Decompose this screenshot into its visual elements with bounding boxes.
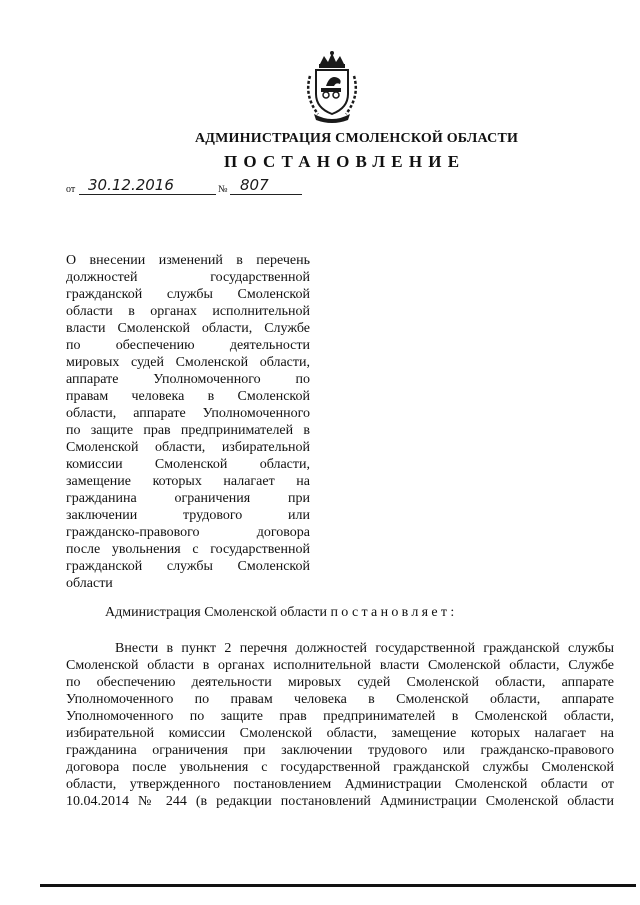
subject-line: заключении трудового или (66, 508, 310, 523)
body-line: Внести в пункт 2 перечня должностей государственной гражданской службы (115, 641, 614, 656)
body-line: Уполномоченного по правам человека в Смоленской области, аппарате (66, 692, 614, 707)
body-line: по обеспечению деятельности мировых судей Смоленской области, аппарате (66, 675, 614, 690)
subject-line: гражданина ограничения при (66, 491, 310, 506)
subject-line: мировых судей Смоленской области, (66, 355, 310, 370)
number-underline (230, 194, 302, 195)
subject-line: должностей государственной (66, 270, 310, 285)
smolensk-coat-of-arms-icon (300, 50, 364, 124)
subject-line: области (66, 576, 113, 591)
subject-line: правам человека в Смоленской (66, 389, 310, 404)
subject-line: О внесении изменений в перечень (66, 253, 310, 268)
subject-line: по защите прав предпринимателей в (66, 423, 310, 438)
organization-title: АДМИНИСТРАЦИЯ СМОЛЕНСКОЙ ОБЛАСТИ (195, 131, 519, 146)
subject-line: замещение которых налагает на (66, 474, 310, 489)
decree-phrase (105, 605, 458, 621)
subject-line: власти Смоленской области, Службе (66, 321, 310, 336)
subject-line: после увольнения с государственной (66, 542, 310, 557)
decree-spaced-verb: постановляет: (330, 605, 458, 620)
subject-line: Смоленской области, избирательной (66, 440, 310, 455)
subject-line: области в органах исполнительной (66, 304, 310, 319)
body-line: договора после увольнения с государственной гражданской службы Смоленской (66, 760, 614, 775)
page-bottom-rule (40, 884, 636, 887)
subject-block (66, 252, 310, 592)
number-prefix: № (218, 184, 228, 195)
body-line: 10.04.2014 № 244 (в редакции постановлений Администрации Смоленской области (66, 794, 614, 809)
decree-prefix: Администрация Смоленской области (105, 605, 331, 620)
body-line: избирательной комиссии Смоленской области, замещение которых налагает на (66, 726, 614, 741)
subject-line: области, аппарате Уполномоченного (66, 406, 310, 421)
subject-line: гражданско-правового договора (66, 525, 310, 540)
subject-line: комиссии Смоленской области, (66, 457, 310, 472)
date-underline (79, 194, 216, 195)
subject-line: гражданской службы Смоленской (66, 287, 310, 302)
document-type-heading: ПОСТАНОВЛЕНИЕ (224, 152, 466, 171)
body-line: области, утвержденного постановлением Администрации Смоленской области от (66, 777, 614, 792)
subject-line: по обеспечению деятельности (66, 338, 310, 353)
date-prefix: от (66, 184, 76, 195)
body-line: гражданина ограничения при заключении трудового или гражданско-правового (66, 743, 614, 758)
body-paragraph (66, 640, 614, 810)
body-line: Смоленской области в органах исполнительной власти Смоленской области, Службе (66, 658, 614, 673)
handwritten-date: 30.12.2016 (88, 176, 174, 194)
date-number-line (66, 176, 316, 198)
body-line: Уполномоченного по защите прав предпринимателей в Смоленской области, (66, 709, 614, 724)
handwritten-number: 807 (240, 176, 269, 194)
subject-line: аппарате Уполномоченного по (66, 372, 310, 387)
subject-line: гражданской службы Смоленской (66, 559, 310, 574)
